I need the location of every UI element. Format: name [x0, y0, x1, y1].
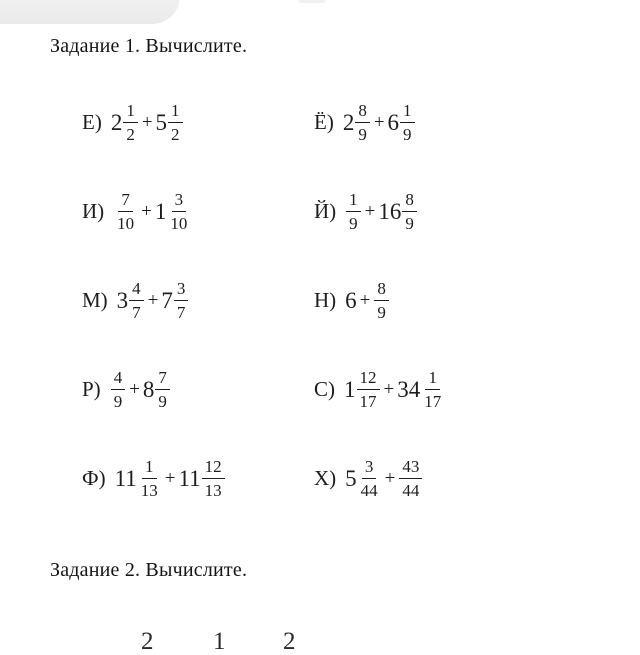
fraction — [129, 280, 144, 321]
fraction — [400, 102, 415, 143]
fraction-denominator: 9 — [377, 303, 386, 322]
fraction-denominator: 44 — [402, 481, 420, 500]
whole-number: 5 — [155, 110, 168, 135]
plus-operator: + — [373, 112, 385, 133]
task1-title: Задание 1. Вычислите. — [50, 35, 248, 57]
exercise-E — [82, 102, 314, 143]
fraction-numerator: 3 — [172, 191, 187, 212]
fraction — [374, 280, 389, 321]
fraction — [155, 369, 170, 410]
fraction-denominator: 2 — [126, 125, 135, 144]
fraction-numerator: 1 — [400, 102, 415, 123]
page-corner-decoration — [0, 0, 180, 24]
exercise-grid — [82, 78, 622, 523]
exercise-M — [82, 280, 314, 321]
fraction-denominator: 9 — [349, 214, 358, 233]
fraction — [346, 191, 361, 232]
plus-operator: + — [383, 379, 395, 400]
cut-off-glyph: 2 — [141, 628, 154, 655]
fraction-denominator: 9 — [358, 125, 367, 144]
whole-number: 1 — [154, 199, 167, 224]
plus-operator: + — [384, 468, 396, 489]
exercise-label: Е) — [82, 110, 102, 134]
fraction-numerator: 1 — [346, 191, 361, 212]
fraction — [167, 191, 190, 232]
exercise-Yo — [314, 102, 614, 143]
exercise-label: И) — [82, 199, 105, 223]
fraction-denominator: 9 — [405, 214, 414, 233]
fraction-denominator: 44 — [360, 481, 378, 500]
exercise-S — [314, 369, 614, 410]
exercise-N — [314, 280, 614, 321]
fraction — [114, 191, 137, 232]
task2-title: Задание 2. Вычислите. — [50, 559, 248, 581]
exercise-expression — [343, 102, 416, 143]
whole-number: 7 — [161, 288, 173, 313]
fraction — [111, 369, 126, 410]
fraction-numerator: 4 — [129, 280, 144, 301]
fraction-numerator: 8 — [402, 191, 417, 212]
fraction-numerator: 3 — [174, 280, 189, 301]
whole-number: 11 — [178, 466, 201, 491]
cut-off-glyph: 1 — [213, 628, 226, 655]
plus-operator: + — [359, 290, 371, 311]
fraction-numerator: 1 — [168, 102, 183, 123]
fraction-denominator: 13 — [140, 481, 158, 500]
exercise-label: Ё) — [314, 110, 334, 134]
fraction — [357, 369, 380, 410]
fraction — [421, 369, 444, 410]
exercise-expression — [117, 280, 190, 321]
exercise-expression — [344, 369, 445, 410]
exercise-expression — [111, 102, 184, 143]
exercise-expression — [345, 280, 390, 321]
exercise-label: Р) — [82, 377, 101, 401]
plus-operator: + — [147, 290, 159, 311]
exercise-Iy — [314, 191, 614, 232]
exercise-expression — [115, 458, 226, 499]
fraction — [355, 102, 370, 143]
exercise-expression — [345, 191, 418, 232]
whole-number: 2 — [342, 110, 355, 135]
fraction-denominator: 13 — [204, 481, 222, 500]
plus-operator: + — [141, 201, 152, 222]
whole-number: 6 — [387, 110, 400, 135]
fraction — [358, 458, 381, 499]
fraction-denominator: 17 — [359, 392, 377, 411]
whole-number: 34 — [397, 377, 421, 402]
whole-number: 8 — [142, 377, 155, 402]
top-edge-artifact — [299, 0, 325, 3]
fraction-numerator: 12 — [202, 458, 225, 479]
exercise-R — [82, 369, 314, 410]
fraction-denominator: 7 — [176, 303, 186, 322]
fraction-denominator: 9 — [403, 125, 412, 144]
fraction-denominator: 10 — [170, 214, 188, 233]
exercise-label: С) — [314, 377, 335, 401]
fraction-numerator: 1 — [425, 369, 440, 390]
whole-number: 6 — [345, 288, 357, 313]
fraction-numerator: 1 — [142, 458, 157, 479]
fraction-denominator: 17 — [424, 392, 442, 411]
fraction-numerator: 7 — [155, 369, 170, 390]
exercise-label: Й) — [314, 199, 337, 223]
plus-operator: + — [129, 379, 140, 400]
fraction-numerator: 4 — [111, 369, 126, 390]
whole-number: 2 — [110, 110, 123, 135]
fraction-numerator: 12 — [357, 369, 380, 390]
exercise-I — [82, 191, 314, 232]
plus-operator: + — [364, 201, 376, 222]
fraction-numerator: 7 — [118, 191, 133, 212]
exercise-H — [314, 458, 614, 499]
fraction-denominator: 2 — [171, 125, 180, 144]
whole-number: 11 — [114, 466, 137, 491]
cut-off-glyph: 2 — [283, 628, 296, 655]
fraction-numerator: 43 — [399, 458, 422, 479]
fraction — [168, 102, 183, 143]
fraction-denominator: 9 — [158, 392, 167, 411]
exercise-expression — [110, 369, 171, 410]
fraction-denominator: 10 — [117, 214, 135, 233]
whole-number: 5 — [345, 466, 357, 491]
fraction-numerator: 8 — [355, 102, 370, 123]
exercise-label: Ф) — [82, 466, 106, 490]
plus-operator: + — [141, 112, 153, 133]
exercise-F — [82, 458, 314, 499]
exercise-label: Х) — [314, 466, 337, 490]
fraction — [202, 458, 225, 499]
fraction — [138, 458, 161, 499]
fraction — [399, 458, 422, 499]
fraction-numerator: 8 — [374, 280, 389, 301]
fraction — [123, 102, 138, 143]
exercise-expression — [113, 191, 191, 232]
exercise-label: М) — [82, 288, 108, 312]
fraction-numerator: 3 — [362, 458, 377, 479]
whole-number: 3 — [116, 288, 129, 313]
fraction-numerator: 1 — [123, 102, 138, 123]
exercise-label: Н) — [314, 288, 337, 312]
fraction — [402, 191, 417, 232]
plus-operator: + — [164, 468, 176, 489]
exercise-expression — [345, 458, 423, 499]
whole-number: 1 — [344, 377, 356, 402]
fraction-denominator: 7 — [132, 303, 141, 322]
whole-number: 16 — [378, 199, 402, 224]
fraction — [174, 280, 189, 321]
fraction-denominator: 9 — [113, 392, 123, 411]
